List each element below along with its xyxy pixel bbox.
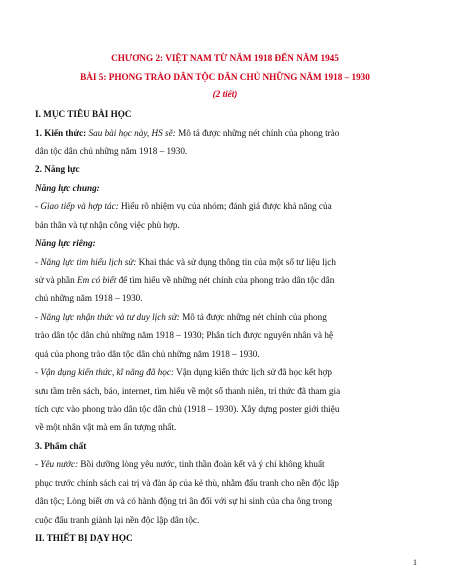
specific-3-text-1: Vận dụng kiến thức lịch sử đã học kết hợp: [173, 367, 333, 377]
specific-1-label: - Năng lực tìm hiểu lịch sử:: [35, 257, 137, 267]
specific-3-line-3: tích cực vào phong trào dân tộc dân chủ (1918 – 1930). Xây dựng poster giới thiệu: [35, 404, 340, 414]
general-ability-title: Năng lực chung:: [35, 183, 100, 193]
section-objectives-title: I. MỤC TIÊU BÀI HỌC: [35, 109, 132, 119]
specific-2-line-2: trào dân tộc dân chủ những năm 1918 – 1930; Phân tích được nguyên nhân và hệ: [35, 330, 334, 340]
specific-1-line-3: chủ những năm 1918 – 1930.: [35, 293, 143, 303]
quality-line-4: cuộc đấu tranh giành lại nền độc lập dân tộc.: [35, 515, 200, 525]
quality-label: - Yêu nước:: [35, 459, 79, 469]
specific-ability-title: Năng lực riêng:: [35, 238, 96, 248]
specific-1-line-1: [35, 256, 417, 268]
general-label: - Giao tiếp và hợp tác:: [35, 201, 119, 211]
ability-title: 2. Năng lực: [35, 164, 80, 174]
specific-3-line-1: [35, 366, 417, 378]
knowledge-line-2: dân tộc dân chủ những năm 1918 – 1930.: [35, 146, 188, 156]
specific-3-line-2: sưu tầm trên sách, báo, internet, tìm hiểu về một số thanh niên, trí thức đã tham gia: [35, 386, 341, 396]
chapter-title: CHƯƠNG 2: VIỆT NAM TỪ NĂM 1918 ĐẾN NĂM 1945: [111, 53, 339, 63]
knowledge-text-1: Mô tả được những nét chính của phong trào: [175, 128, 340, 138]
quality-line-1: [35, 458, 417, 470]
specific-1-text-2b: để tìm hiểu về những nét chính của phong trào dân tộc dân: [116, 275, 335, 285]
lesson-duration: (2 tiết): [212, 89, 238, 99]
specific-2-line-3: quả của phong trào dân tộc dân chủ những năm 1918 – 1930.: [35, 349, 260, 359]
specific-1-line-2: [35, 274, 417, 286]
specific-3-label: - Vận dụng kiến thức, kĩ năng đã học:: [35, 367, 174, 377]
knowledge-intro: Sau bài học này, HS sẽ:: [86, 128, 176, 138]
quality-title: 3. Phẩm chất: [35, 441, 87, 451]
section-equipment-title: II. THIẾT BỊ DẠY HỌC: [35, 533, 133, 543]
general-line-2: bản thân và tự nhận công việc phù hợp.: [35, 220, 180, 230]
specific-1-text-2a: sử và phần: [35, 275, 77, 285]
knowledge-label: 1. Kiến thức:: [35, 128, 87, 138]
quality-line-3: dân tộc; Lòng biết ơn và có hành động tri ân đối với sự hi sinh của cha ông trong: [35, 496, 333, 506]
general-text-1: Hiểu rõ nhiệm vụ của nhóm; đánh giá được khả năng của: [118, 201, 332, 211]
quality-text-1: Bồi dưỡng lòng yêu nước, tinh thần đoàn kết và ý chí không khuất: [78, 459, 325, 469]
specific-2-line-1: [35, 311, 417, 323]
general-line-1: [35, 200, 417, 212]
specific-1-text-1: Khai thác và sử dụng thông tin của một số tư liệu lịch: [136, 257, 336, 267]
knowledge-line-1: [35, 127, 417, 139]
quality-line-2: phục trước chính sách cai trị và đàn áp của kẻ thù, nhằm đấu tranh cho nền độc lập: [35, 478, 339, 488]
specific-3-line-4: về một nhân vật mà em ấn tượng nhất.: [35, 422, 177, 432]
specific-2-label: - Năng lực nhận thức và tư duy lịch sử:: [35, 312, 180, 322]
specific-1-em-co-biet: Em có biết: [76, 275, 117, 285]
page-number: 1: [413, 558, 417, 567]
lesson-title: BÀI 5: PHONG TRÀO DÂN TỘC DÂN CHỦ NHỮNG NĂM 1918 – 1930: [80, 72, 370, 82]
specific-2-text-1: Mô tả được những nét chính của phong: [179, 312, 327, 322]
